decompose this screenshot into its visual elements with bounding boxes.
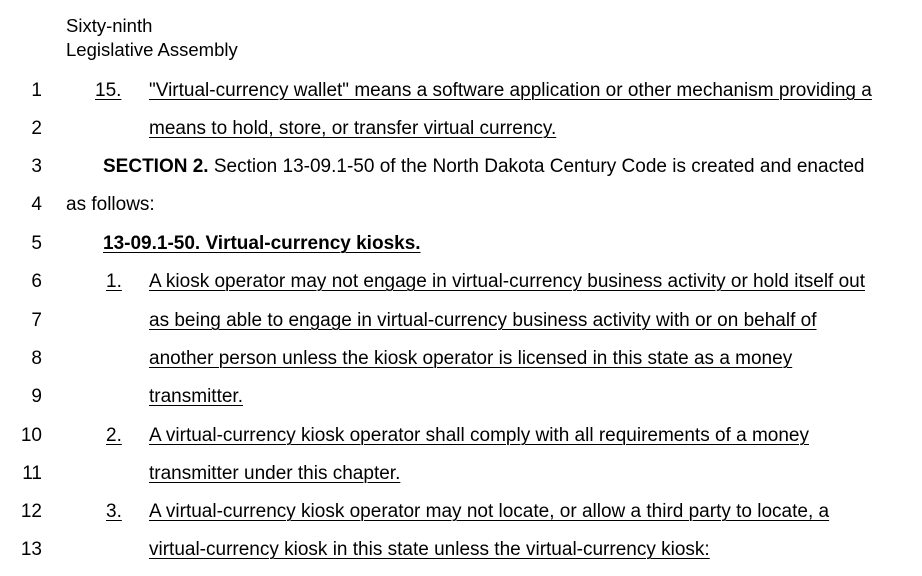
line-text: another person unless the kiosk operator is licensed in this state as a money — [149, 348, 793, 369]
line-number: 3 — [31, 156, 42, 177]
line-text: Section 13-09.1-50 of the North Dakota Century Code is created and enacted — [208, 156, 865, 177]
line-number: 4 — [31, 194, 42, 215]
text-line-8 — [0, 347, 922, 371]
line-text: means to hold, store, or transfer virtual currency. — [149, 118, 557, 139]
line-text: transmitter under this chapter. — [149, 463, 401, 484]
line-number: 1 — [31, 80, 42, 101]
assembly-name-line1: Sixty-ninth — [66, 15, 153, 36]
line-text: A virtual-currency kiosk operator may not locate, or allow a third party to locate, a — [149, 501, 830, 522]
line-number: 2 — [31, 118, 42, 139]
line-text: "Virtual-currency wallet" means a software application or other mechanism providing a — [149, 80, 872, 101]
line-number: 8 — [31, 348, 42, 369]
text-line-9 — [0, 385, 922, 409]
section-label: SECTION 2. — [103, 156, 209, 177]
text-line-10 — [0, 424, 922, 448]
line-text: as being able to engage in virtual-currency business activity with or on behalf of — [149, 310, 817, 331]
line-text: transmitter. — [149, 386, 243, 407]
text-line-7 — [0, 309, 922, 333]
line-text: A kiosk operator may not engage in virtual-currency business activity or hold itself out — [149, 271, 866, 292]
list-marker: 3. — [106, 501, 122, 522]
line-number: 7 — [31, 310, 42, 331]
line-number: 12 — [20, 501, 42, 522]
line-number: 6 — [31, 271, 42, 292]
list-marker: 1. — [106, 271, 122, 292]
line-text: as follows: — [66, 194, 155, 215]
section-heading-line — [103, 155, 864, 179]
line-number: 13 — [20, 539, 42, 560]
line-number: 11 — [22, 463, 42, 484]
text-line-2 — [0, 117, 922, 141]
line-text: virtual-currency kiosk in this state unless the virtual-currency kiosk: — [149, 539, 710, 560]
text-line-12 — [0, 500, 922, 524]
line-number: 10 — [20, 425, 42, 446]
text-line-1 — [0, 79, 922, 103]
document-header — [66, 14, 238, 62]
list-marker: 15. — [95, 80, 122, 101]
text-line-6 — [0, 270, 922, 294]
text-line-13 — [0, 538, 922, 562]
text-line-3 — [0, 155, 922, 179]
text-line-11 — [0, 462, 922, 486]
list-marker: 2. — [106, 425, 122, 446]
section-title: 13-09.1-50. Virtual-currency kiosks. — [103, 233, 421, 254]
text-line-5 — [0, 232, 922, 256]
text-line-4 — [0, 193, 922, 217]
assembly-name-line2: Legislative Assembly — [66, 39, 238, 60]
line-text: A virtual-currency kiosk operator shall comply with all requirements of a money — [149, 425, 809, 446]
line-number: 5 — [31, 233, 42, 254]
line-number: 9 — [31, 386, 42, 407]
